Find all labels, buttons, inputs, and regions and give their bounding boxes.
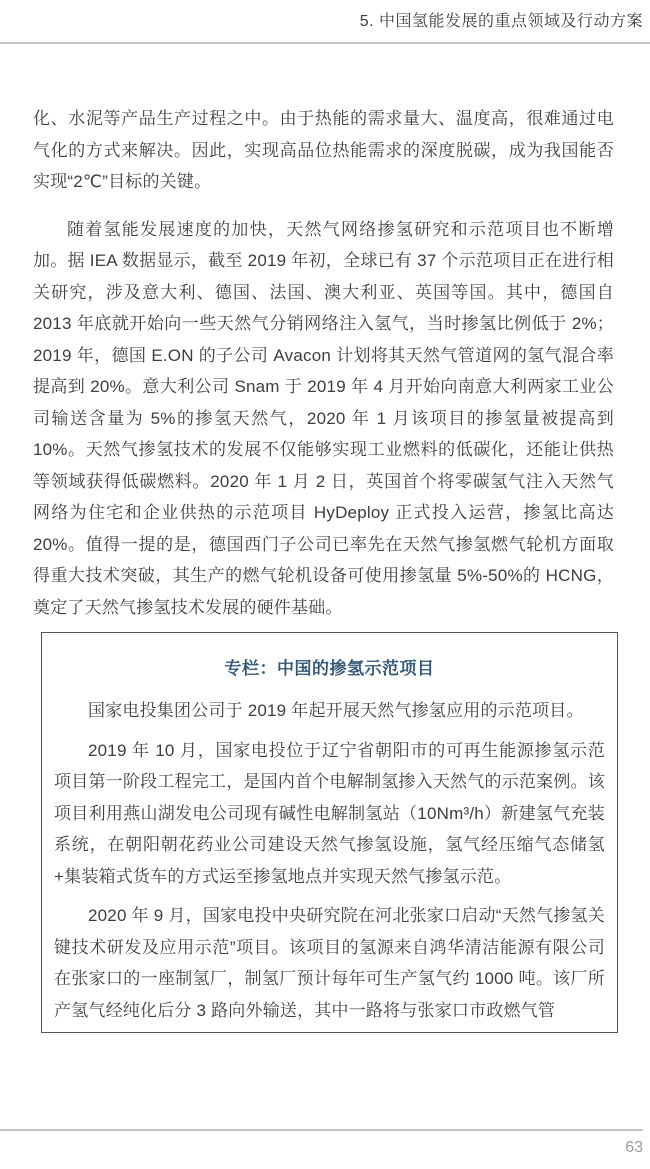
body-paragraph-1: 化、水泥等产品生产过程之中。由于热能的需求量大、温度高，很难通过电气化的方式来解决。因此，实现高品位热能需求的深度脱碳，成为我国能否实现“2℃”目标的关键。 bbox=[33, 109, 614, 191]
callout-paragraph-1: 国家电投集团公司于 2019 年起开展天然气掺氢应用的示范项目。 bbox=[88, 701, 584, 720]
callout-box bbox=[41, 632, 618, 1033]
callout-paragraph-3: 2020 年 9 月，国家电投中央研究院在河北张家口启动“天然气掺氢关键技术研发及应用示范”项目。该项目的氢源来自鸿华清洁能源有限公司在张家口的一座制氢厂，制氢厂预计每年可生产氢气约 1000 吨。该厂所产氢气经纯化后分 3 路向外输送，其中一路将与张家口市政燃气管 bbox=[54, 906, 605, 1020]
header-rule bbox=[0, 42, 650, 44]
page-header-title: 5. 中国氢能发展的重点领域及行动方案 bbox=[359, 13, 643, 30]
callout-title: 专栏：中国的掺氢示范项目 bbox=[224, 659, 435, 678]
page-body bbox=[33, 103, 614, 1033]
page-number: 63 bbox=[625, 1139, 643, 1156]
callout-paragraph-2: 2019 年 10 月，国家电投位于辽宁省朝阳市的可再生能源掺氢示范项目第一阶段工程完工，是国内首个电解制氢掺入天然气的示范案例。该项目利用燕山湖发电公司现有碱性电解制氢站（10Nm³/h）新建氢气充装系统，在朝阳朝花药业公司建设天然气掺氢设施，氢气经压缩气态储氢+集装箱式货车的方式运至掺氢地点并实现天然气掺氢示范。 bbox=[54, 740, 605, 886]
body-paragraph-2: 随着氢能发展速度的加快，天然气网络掺氢研究和示范项目也不断增加。据 IEA 数据显示，截至 2019 年初，全球已有 37 个示范项目正在进行相关研究，涉及意大利、德国、法国、澳大利亚、英国等国。其中，德国自 2013 年底就开始向一些天然气分销网络注入氢气，当时掺氢比例低于 2%；2019 年，德国 E.ON 的子公司 Avacon 计划将其天然气管道网的氢气混合率提高到 20%。意大利公司 Snam 于 2019 年 4 月开始向南意大利两家工业公司输送含量为 5%的掺氢天然气，2020 年 1 月该项目的掺氢量被提高到 10%。天然气掺氢技术的发展不仅能够实现工业燃料的低碳化，还能让供热等领域获得低碳燃料。2020 年 1 月 2 日，英国首个将零碳氢气注入天然气网络为住宅和企业供热的示范项目 HyDeploy 正式投入运营，掺氢比高达 20%。值得一提的是，德国西门子公司已率先在天然气掺氢燃气轮机方面取得重大技术突破，其生产的燃气轮机设备可使用掺氢量 5%-50%的 HCNG，奠定了天然气掺氢技术发展的硬件基础。 bbox=[33, 219, 614, 617]
footer-rule bbox=[0, 1129, 643, 1131]
